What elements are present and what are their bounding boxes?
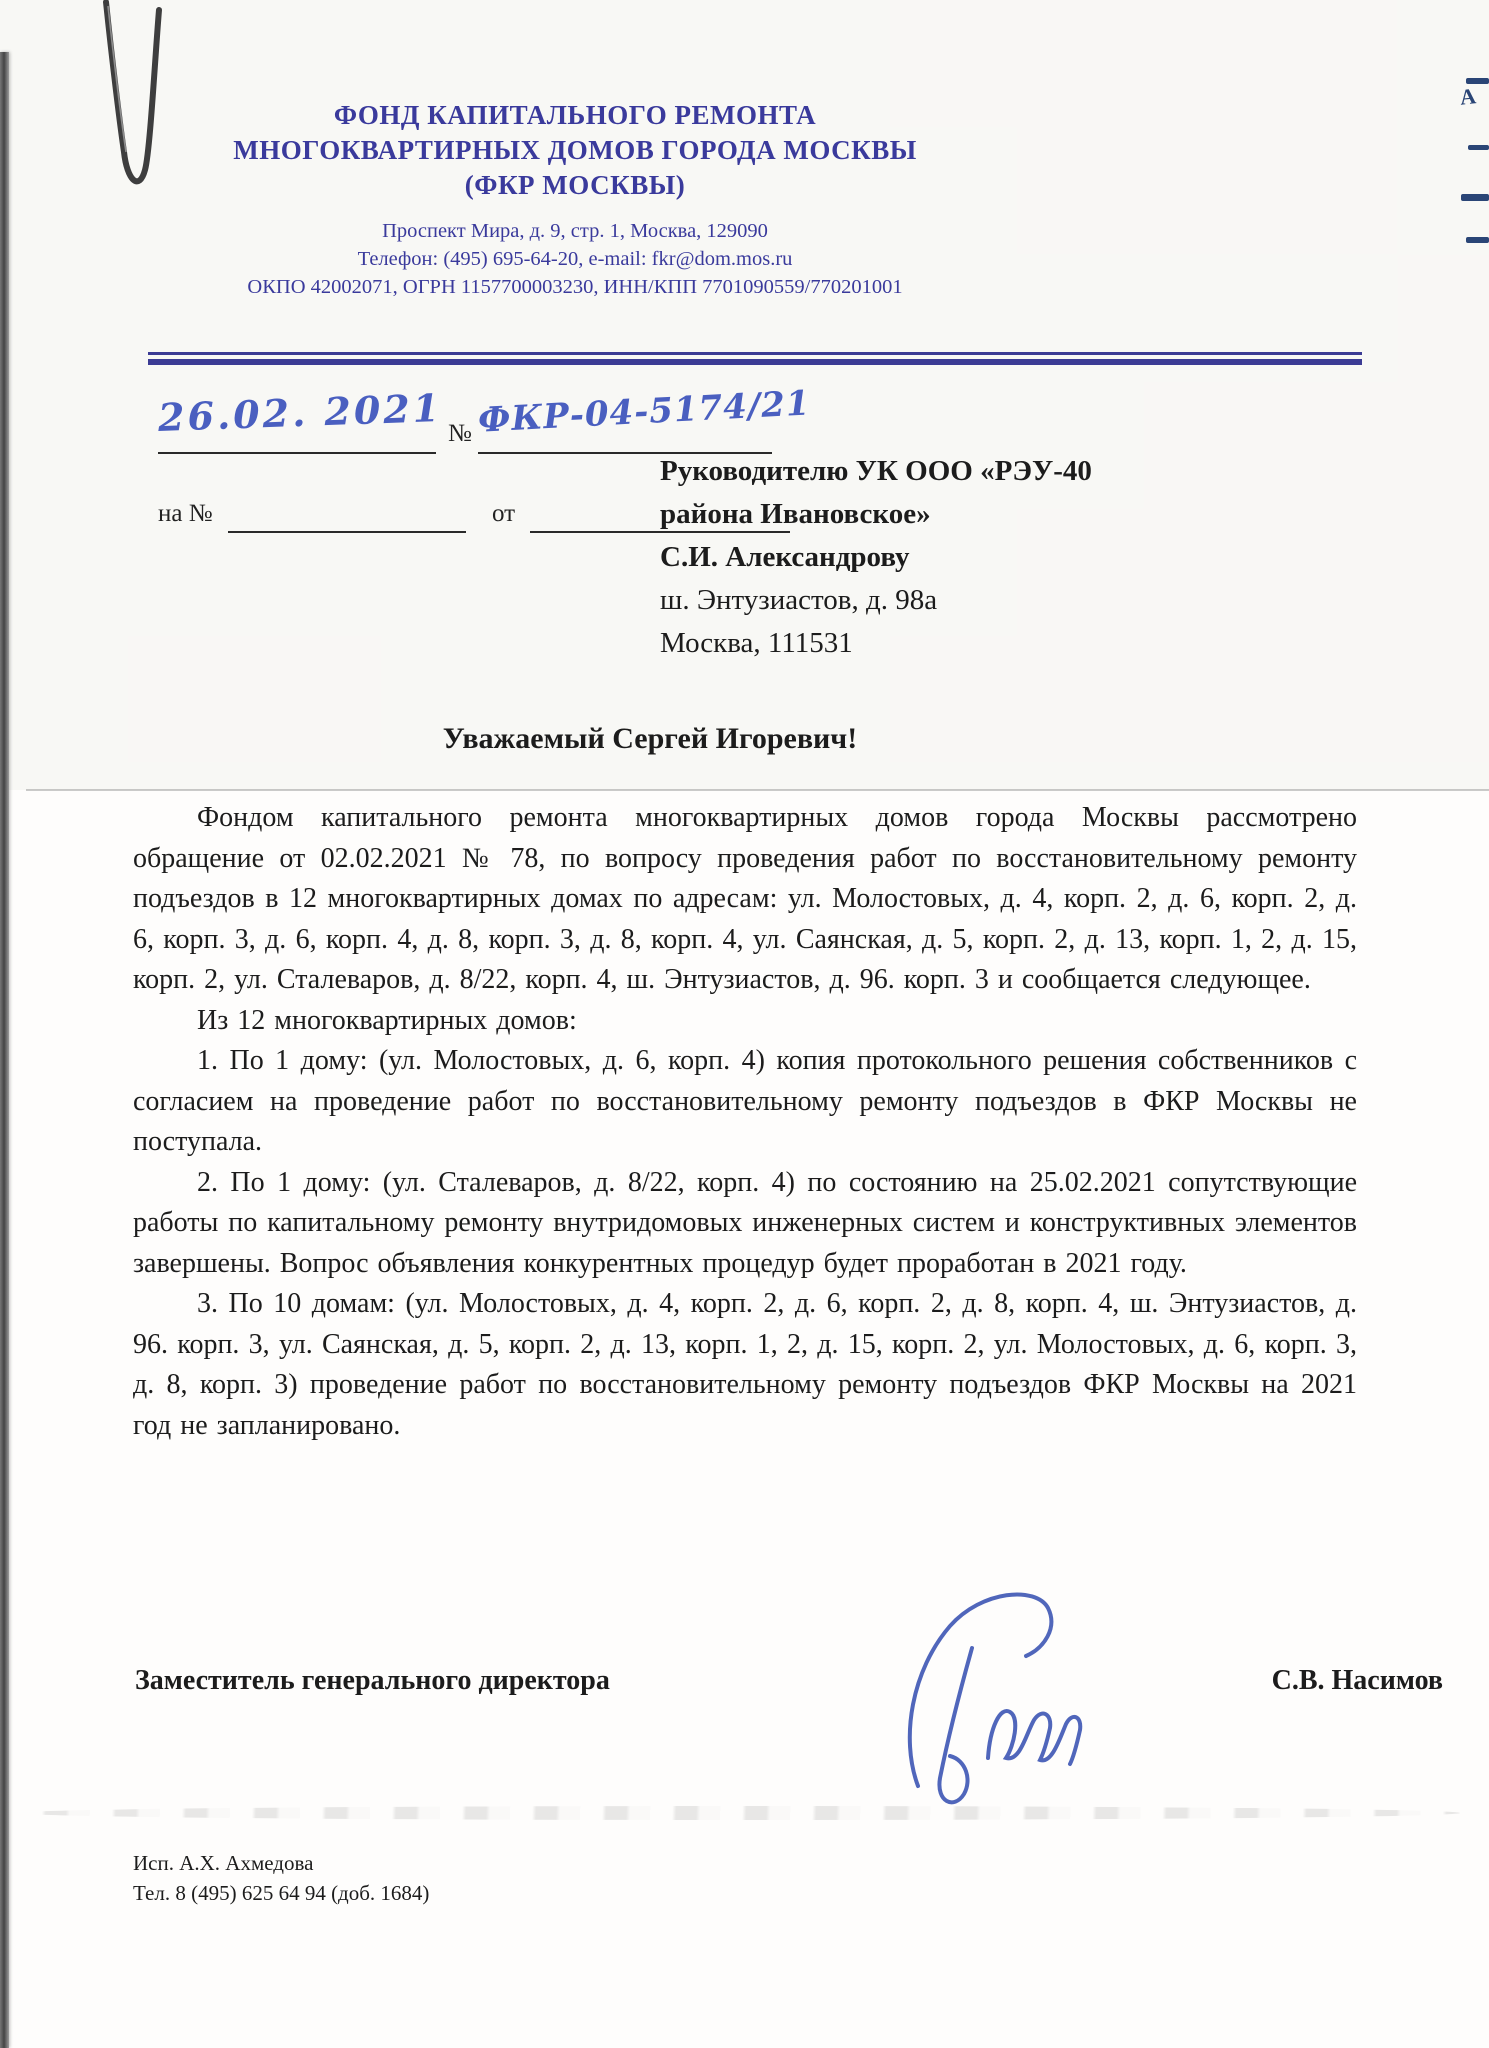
org-name — [0, 98, 1150, 203]
addressee-block — [660, 450, 1280, 665]
body-paragraph: Фондом капитального ремонта многоквартирных домов города Москвы рассмотрено обращение от 02.02.2021 № 78, по вопросу проведения работ по восстановительному ремонту подъездов в 12 многоквартирных домах по адресам: ул. Молостовых, д. 4, корп. 2, д. 6, корп. 2, д. 6, корп. 3, д. 6, корп. 4, д. 8, корп. 3, д. 8, корп. 4, ул. Саянская, д. 5, корп. 2, д. 13, корп. 1, 2, д. 15, корп. 2, ул. Сталеваров, д. 8/22, корп. 4, ш. Энтузиастов, д. 96. корп. 3 и сообщается следующее. — [133, 802, 1357, 995]
handwritten-number: ФКР-04-5174/21 — [477, 383, 812, 441]
scan-seam-line — [26, 789, 1489, 791]
letterhead-rule-thin — [148, 352, 1362, 355]
handwritten-signature — [888, 1588, 1120, 1820]
scan-smudge — [20, 1806, 1460, 1820]
signer-position: Заместитель генерального директора — [135, 1665, 610, 1696]
addressee-org-line2: района Ивановское» — [660, 498, 931, 530]
letter-body — [133, 798, 1357, 1446]
org-name-line1: ФОНД КАПИТАЛЬНОГО РЕМОНТА — [333, 100, 817, 130]
org-phone-email: Телефон: (495) 695-64-20, e-mail: fkr@dom.mos.ru — [357, 248, 793, 270]
letterhead-rule-thick — [148, 359, 1362, 365]
executor-block — [133, 1848, 429, 1908]
org-contacts — [0, 217, 1150, 301]
edge-dash — [1468, 145, 1489, 150]
addressee-org-line1: Руководителю УК ООО «РЭУ-40 — [660, 455, 1092, 487]
reply-number-underline — [228, 531, 466, 533]
salutation: Уважаемый Сергей Игоревич! — [442, 722, 858, 755]
addressee-street: ш. Энтузиастов, д. 98а — [660, 584, 938, 616]
org-reg-codes: ОКПО 42002071, ОГРН 1157700003230, ИНН/КПП 7701090559/770201001 — [247, 276, 903, 298]
org-name-line3: (ФКР МОСКВЫ) — [464, 170, 686, 200]
handwritten-date: 26.02. 2021 — [157, 385, 443, 440]
edge-dash — [1466, 237, 1489, 243]
date-underline — [158, 452, 436, 454]
number-sign-label: № — [448, 420, 472, 447]
signer-name: С.В. Насимов — [1271, 1665, 1443, 1696]
body-paragraph: 2. По 1 дому: (ул. Сталеваров, д. 8/22, корп. 4) по состоянию на 25.02.2021 сопутствующие работы по капитальному ремонту внутридомовых инженерных систем и конструктивных элементов завершены. Вопрос объявления конкурентных процедур будет проработан в 2021 году. — [133, 1166, 1357, 1279]
org-name-line2: МНОГОКВАРТИРНЫХ ДОМОВ ГОРОДА МОСКВЫ — [233, 135, 917, 165]
executor-phone: Тел. 8 (495) 625 64 94 (доб. 1684) — [133, 1881, 430, 1905]
addressee-person: С.И. Александрову — [660, 541, 910, 573]
reply-from-label: от — [492, 500, 516, 527]
scan-edge-shadow — [0, 52, 9, 2048]
addressee-city: Москва, 111531 — [660, 627, 853, 659]
edge-dash — [1461, 194, 1489, 201]
body-paragraph: 3. По 10 домам: (ул. Молостовых, д. 4, корп. 2, д. 6, корп. 2, д. 8, корп. 4, ш. Энтузиастов, д. 96. корп. 3, ул. Саянская, д. 5, корп. 2, д. 13, корп. 1, 2, д. 15, корп. 2, ул. Молостовых, д. 6, корп. 3, д. 8, корп. 3) проведение работ по восстановительному ремонту подъездов ФКР Москвы на 2021 год не запланировано. — [133, 1288, 1357, 1441]
body-paragraph: 1. По 1 дому: (ул. Молостовых, д. 6, корп. 4) копия протокольного решения собственников с согласием на проведение работ по восстановительному ремонту подъездов в ФКР Москвы не поступала. — [133, 1045, 1357, 1157]
reply-to-number-label: на № — [158, 500, 213, 527]
edge-letter-mark: А — [1458, 83, 1478, 110]
letterhead — [0, 98, 1150, 301]
executor-name: Исп. А.Х. Ахмедова — [133, 1851, 314, 1875]
org-address: Проспект Мира, д. 9, стр. 1, Москва, 129090 — [382, 220, 768, 242]
body-paragraph: Из 12 многоквартирных домов: — [197, 1004, 577, 1036]
